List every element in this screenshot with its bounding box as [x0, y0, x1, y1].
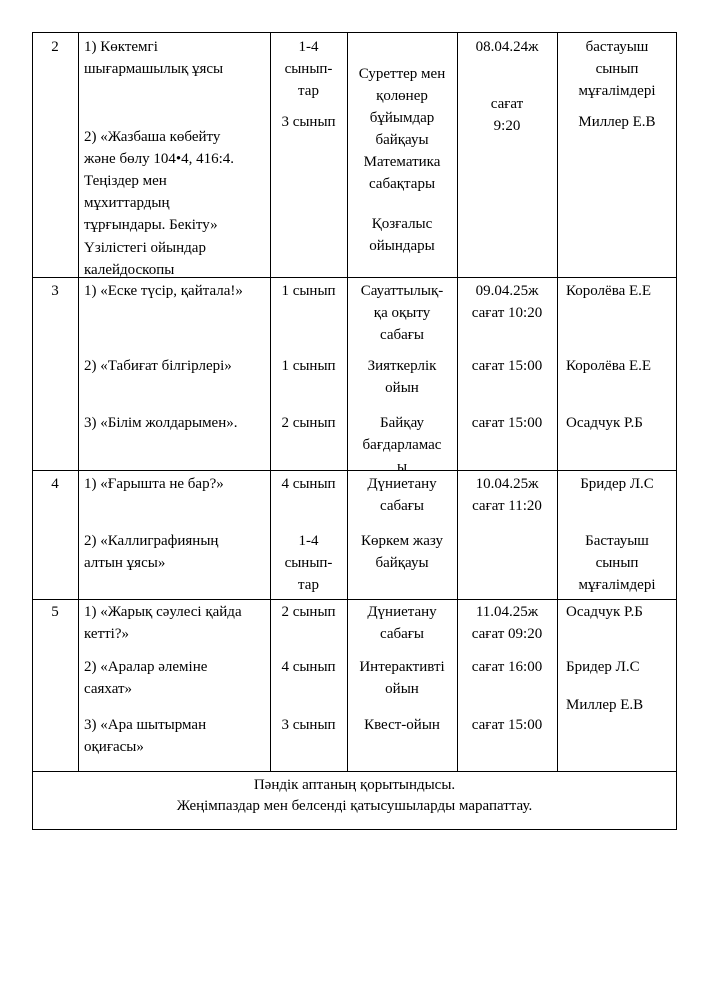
- responsible-cell: Бридер Л.С: [580, 476, 654, 492]
- row-number: 5: [51, 604, 59, 620]
- event-title: 1) «Жарық сәулесі қайда кетті?»: [84, 604, 242, 642]
- event-title: 3) «Ара шытырман оқиғасы»: [84, 717, 207, 755]
- form-cell: Суреттер мен қолөнер бұйымдар байқауы Математика сабақтары: [358, 66, 446, 192]
- form-cell: Қозғалыс ойындары: [369, 216, 435, 254]
- date-cell: сағат 15:00: [471, 717, 543, 733]
- summary-line: Пәндік аптаның қорытындысы.: [253, 777, 456, 793]
- responsible-cell: Осадчук Р.Б: [566, 604, 643, 620]
- event-title: 2) «Жазбаша көбейту және бөлу 104•4, 416:4. Теңіздер мен мұхиттардың тұрғындары. Бекіту»: [84, 129, 234, 233]
- class-cell: 2 сынып: [281, 415, 336, 431]
- event-title: 3) «Білім жолдарымен».: [84, 415, 238, 431]
- class-cell: 3 сынып: [281, 717, 336, 733]
- form-cell: Сауаттылық- қа оқыту сабағы: [360, 283, 444, 343]
- date-cell: сағат 15:00: [471, 358, 543, 374]
- responsible-cell: Миллер Е.В: [578, 114, 656, 130]
- responsible-cell: Бастауыш сынып мұғалімдері: [578, 533, 656, 593]
- responsible-cell: Миллер Е.В: [566, 697, 644, 713]
- responsible-cell: Осадчук Р.Б: [566, 415, 643, 431]
- row-divider: [32, 771, 677, 772]
- form-cell: Зияткерлік ойын: [367, 358, 437, 396]
- responsible-cell: Королёва Е.Е: [566, 358, 652, 374]
- responsible-cell: бастауыш сынып мұғалімдері: [578, 39, 656, 99]
- col-divider: [557, 32, 558, 771]
- event-title: 2) «Табиғат білгірлері»: [84, 358, 232, 374]
- event-title: 2) «Аралар әлеміне саяхат»: [84, 659, 208, 697]
- class-cell: 1 сынып: [281, 358, 336, 374]
- form-cell: Квест-ойын: [364, 717, 440, 733]
- date-cell: сағат 16:00: [471, 659, 543, 675]
- row-number: 4: [51, 476, 59, 492]
- responsible-cell: Бридер Л.С: [566, 659, 640, 675]
- form-cell: Көркем жазу байқауы: [361, 533, 443, 571]
- event-title: 1) Көктемгі шығармашылық ұясы: [84, 39, 224, 77]
- event-title: Үзілістегі ойындар калейдоскопы: [84, 240, 206, 278]
- event-title: 2) «Каллиграфияның алтын ұясы»: [84, 533, 219, 571]
- form-cell: Дүниетану сабағы: [367, 604, 437, 642]
- event-title: 1) «Ғарышта не бар?»: [84, 476, 224, 492]
- class-cell: 4 сынып: [281, 659, 336, 675]
- class-cell: 1 сынып: [281, 283, 336, 299]
- date-cell: сағат 9:20: [490, 96, 524, 134]
- class-cell: 1-4 сынып- тар: [284, 39, 333, 99]
- col-divider: [78, 32, 79, 771]
- class-cell: 4 сынып: [281, 476, 336, 492]
- class-cell: 3 сынып: [281, 114, 336, 130]
- row-number: 3: [51, 283, 59, 299]
- row-divider: [32, 599, 677, 600]
- date-cell: 09.04.25ж сағат 10:20: [471, 283, 543, 321]
- responsible-cell: Королёва Е.Е: [566, 283, 652, 299]
- class-cell: 2 сынып: [281, 604, 336, 620]
- date-cell: 08.04.24ж: [475, 39, 539, 55]
- date-cell: сағат 15:00: [471, 415, 543, 431]
- form-cell: Интерактивті ойын: [359, 659, 445, 697]
- row-number: 2: [51, 39, 59, 55]
- summary-line: Жеңімпаздар мен белсенді қатысушыларды марапаттау.: [176, 798, 533, 814]
- date-cell: 11.04.25ж сағат 09:20: [471, 604, 543, 642]
- date-cell: 10.04.25ж сағат 11:20: [472, 476, 542, 514]
- form-cell: Байқау бағдарламас ы: [362, 415, 442, 475]
- event-title: 1) «Еске түсір, қайтала!»: [84, 283, 243, 299]
- form-cell: Дүниетану сабағы: [367, 476, 437, 514]
- class-cell: 1-4 сынып- тар: [284, 533, 333, 593]
